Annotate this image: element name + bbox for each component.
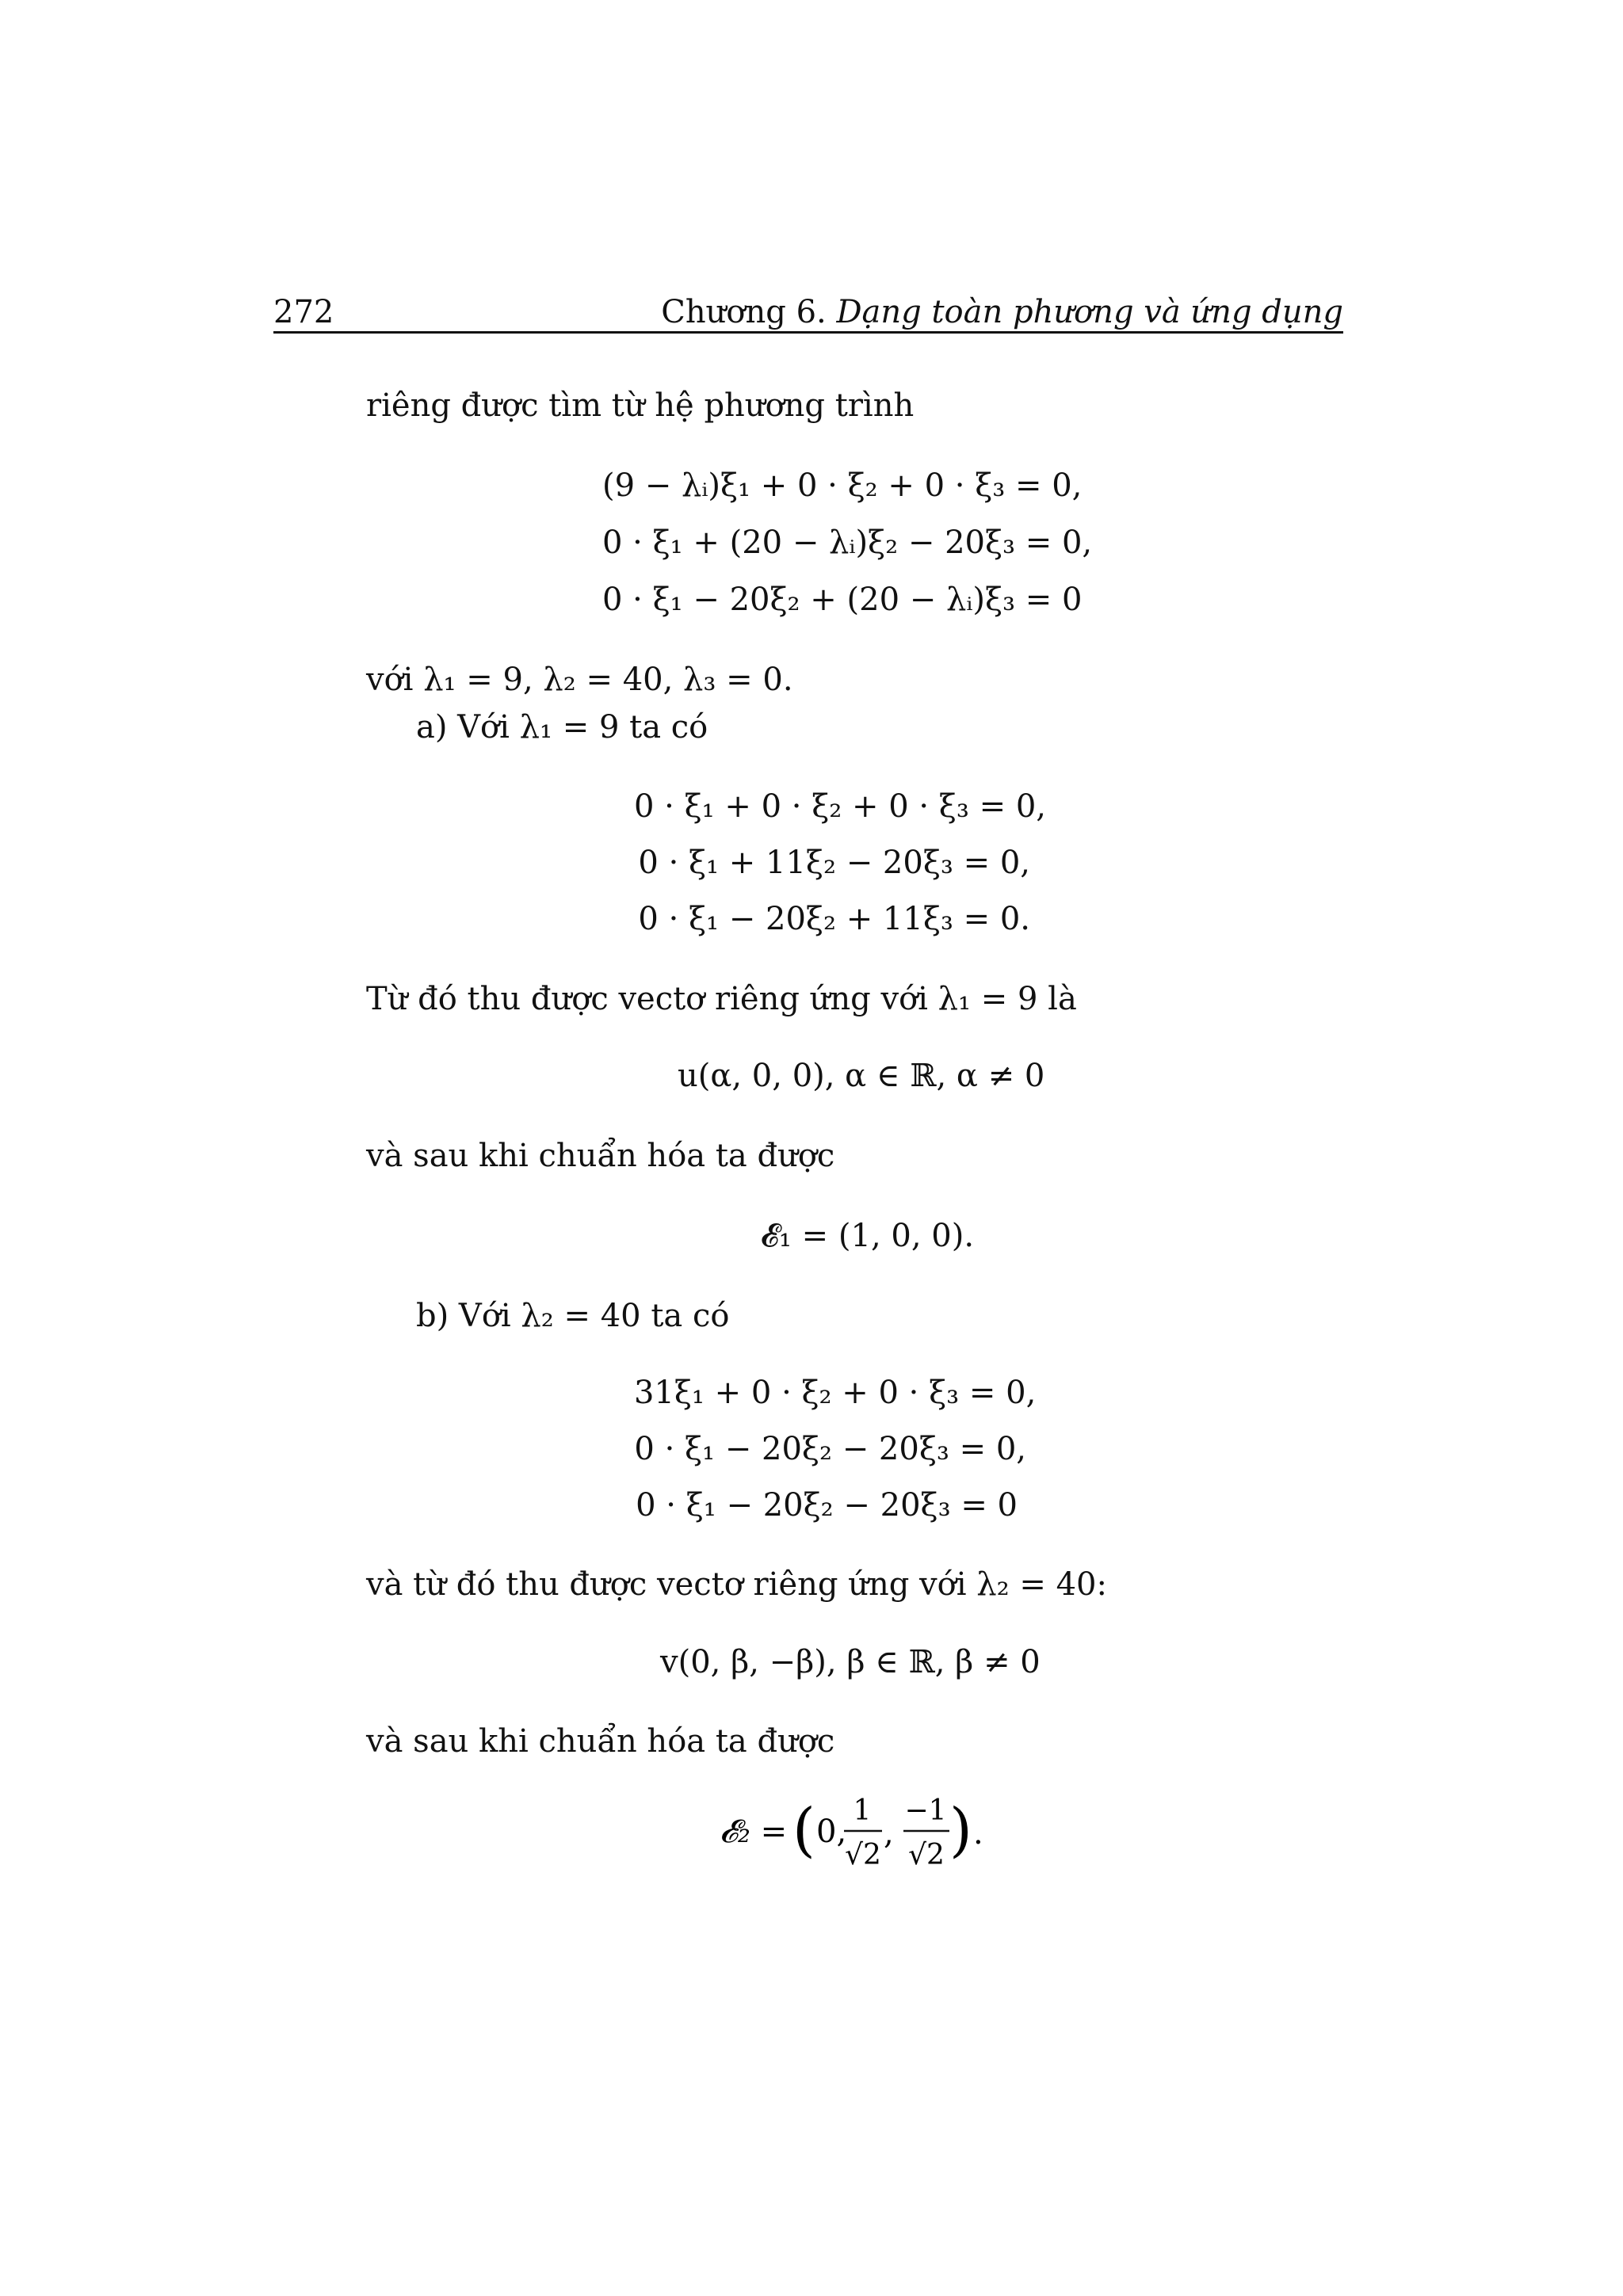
e2-period: .: [973, 1815, 983, 1852]
case-a-eq-2: 0 · ξ₁ + 11ξ₂ − 20ξ₃ = 0,: [638, 845, 1030, 881]
page-header: [273, 292, 1343, 333]
frac1-denominator: √2: [845, 1839, 881, 1871]
e2-lhs: 𝓔₂ =: [720, 1814, 788, 1850]
case-a-normalize-line: và sau khi chuẩn hóa ta được: [366, 1138, 835, 1174]
case-b-eq-2: 0 · ξ₁ − 20ξ₂ − 20ξ₃ = 0,: [634, 1431, 1026, 1467]
case-b-eq-1: 31ξ₁ + 0 · ξ₂ + 0 · ξ₃ = 0,: [634, 1375, 1037, 1411]
header-rule: [273, 331, 1343, 334]
e2-first-entry: 0,: [816, 1814, 847, 1850]
general-system-eq-3: 0 · ξ₁ − 20ξ₂ + (20 − λᵢ)ξ₃ = 0: [602, 582, 1083, 618]
close-paren: ): [949, 1796, 972, 1864]
frac1-numerator: 1: [853, 1794, 872, 1827]
case-b-normalize-line: và sau khi chuẩn hóa ta được: [366, 1723, 835, 1760]
case-b-normalized-vector: [720, 1787, 1005, 1874]
frac2-numerator: −1: [904, 1794, 947, 1827]
case-b-eq-3: 0 · ξ₁ − 20ξ₂ − 20ξ₃ = 0: [636, 1487, 1018, 1524]
chapter-title: Dạng toàn phương và ứng dụng: [836, 294, 1343, 330]
open-paren: (: [792, 1796, 815, 1864]
case-a-heading: a) Với λ₁ = 9 ta có: [416, 709, 708, 746]
chapter-label: Chương 6.: [661, 294, 827, 330]
running-head: [661, 292, 1343, 333]
case-a-eq-3: 0 · ξ₁ − 20ξ₂ + 11ξ₃ = 0.: [638, 901, 1030, 937]
page-number: 272: [273, 294, 334, 330]
eigenvalues-line: với λ₁ = 9, λ₂ = 40, λ₃ = 0.: [366, 662, 793, 698]
case-b-vector: v(0, β, −β), β ∈ ℝ, β ≠ 0: [660, 1644, 1041, 1680]
case-b-heading: b) Với λ₂ = 40 ta có: [416, 1298, 730, 1334]
frac-comma: ,: [884, 1815, 894, 1852]
case-a-vector: u(α, 0, 0), α ∈ ℝ, α ≠ 0: [678, 1058, 1045, 1094]
frac2-denominator: √2: [908, 1839, 945, 1871]
case-a-eq-1: 0 · ξ₁ + 0 · ξ₂ + 0 · ξ₃ = 0,: [634, 788, 1046, 825]
case-b-result-line: và từ đó thu được vectơ riêng ứng với λ₂ = 40:: [366, 1566, 1107, 1603]
general-system-eq-2: 0 · ξ₁ + (20 − λᵢ)ξ₂ − 20ξ₃ = 0,: [602, 524, 1093, 561]
general-system-eq-1: (9 − λᵢ)ξ₁ + 0 · ξ₂ + 0 · ξ₃ = 0,: [602, 467, 1083, 504]
case-a-normalized-vector: 𝓔₁ = (1, 0, 0).: [761, 1218, 975, 1254]
case-a-result-line: Từ đó thu được vectơ riêng ứng với λ₁ = 9 là: [366, 981, 1077, 1017]
intro-line: riêng được tìm từ hệ phương trình: [366, 387, 915, 424]
